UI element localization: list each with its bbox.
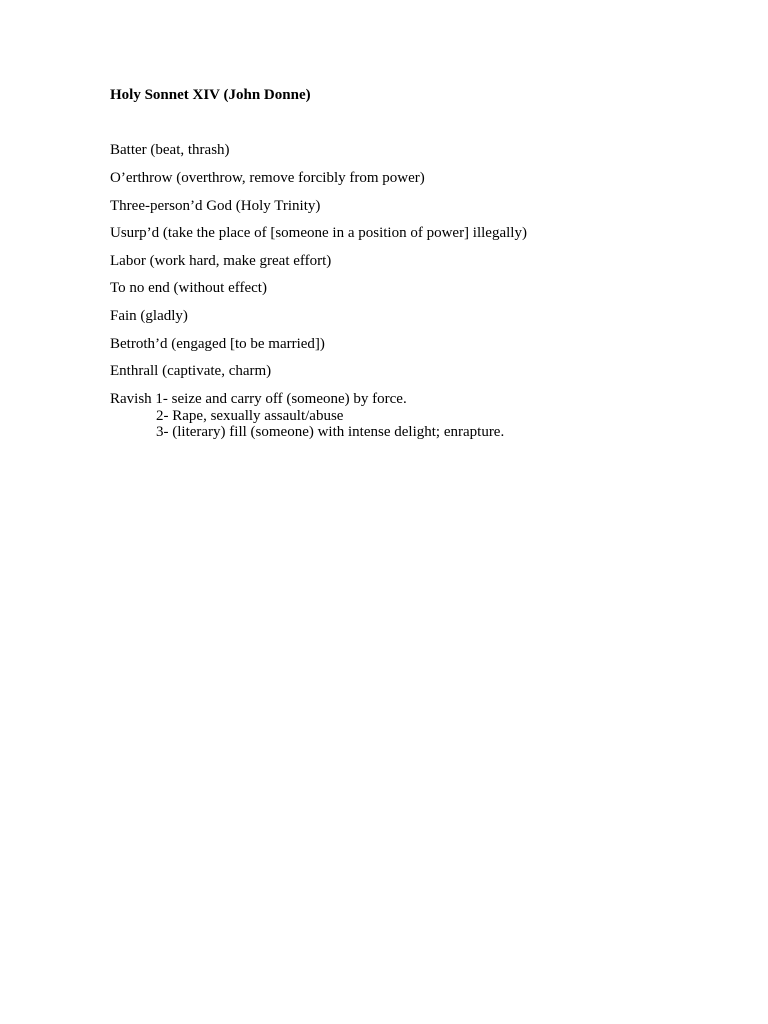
vocab-entry-usurpd: Usurp’d (take the place of [someone in a position of power] illegally) (110, 225, 527, 241)
document-title: Holy Sonnet XIV (John Donne) (110, 87, 311, 103)
vocab-entry-batter: Batter (beat, thrash) (110, 142, 230, 158)
vocab-entry-to-no-end: To no end (without effect) (110, 280, 267, 296)
ravish-definition-3: 3- (literary) fill (someone) with intense delight; enrapture. (156, 424, 505, 440)
vocab-entry-oerthrow: O’erthrow (overthrow, remove forcibly from power) (110, 170, 425, 186)
vocab-entry-three-persond-god: Three-person’d God (Holy Trinity) (110, 198, 321, 214)
ravish-definition-2: 2- Rape, sexually assault/abuse (156, 408, 344, 424)
vocab-entry-enthrall: Enthrall (captivate, charm) (110, 363, 272, 379)
vocab-entry-ravish: Ravish 1- seize and carry off (someone) by force. (110, 391, 407, 407)
vocab-entry-betrothd: Betroth’d (engaged [to be married]) (110, 336, 325, 352)
vocab-entry-fain: Fain (gladly) (110, 308, 188, 324)
vocab-entry-labor: Labor (work hard, make great effort) (110, 253, 332, 269)
